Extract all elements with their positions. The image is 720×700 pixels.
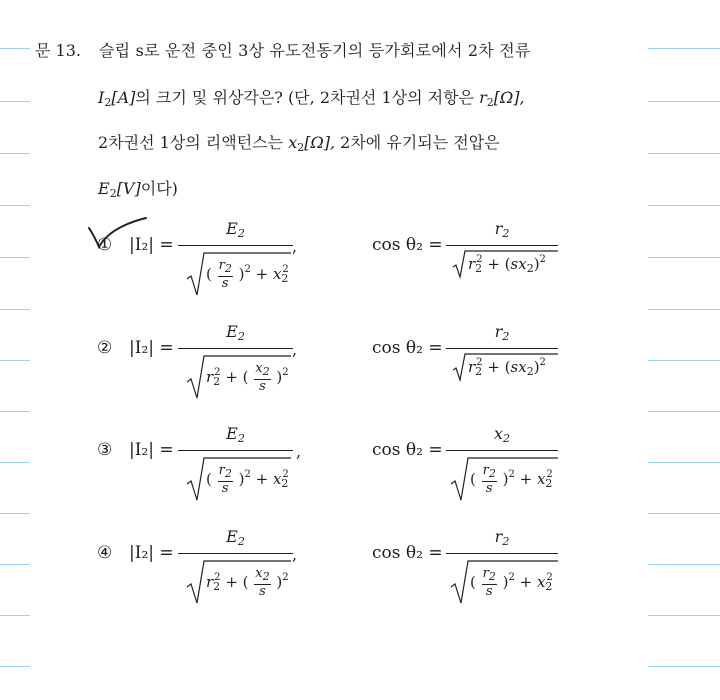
question-line-2: $I_2[A]$의 크기 및 위상각은? (단, 2차권선 1상의 저항은 $r_2[\Omega]$,	[98, 88, 525, 109]
question-line-1: 슬립 s로 운전 중인 3상 유도전동기의 등가회로에서 2차 전류	[99, 41, 531, 60]
current-formula: $E_2$ ( $\frac{r_2}{s}$ )$^2 + x_2^2$	[178, 215, 293, 305]
current-formula: $E_2$ ( $\frac{r_2}{s}$ )$^2 + x_2^2$	[178, 420, 293, 510]
current-formula: $E_2$ $r_2^2$ + ( $\frac{x_2}{s}$ )$^2$	[178, 318, 293, 408]
current-formula: $E_2$ $r_2^2$ + ( $\frac{x_2}{s}$ )$^2$	[178, 523, 293, 613]
question-line-3: 2차권선 1상의 리액턴스는 $x_2[\Omega]$, 2차에 유기되는 전압은	[98, 133, 500, 154]
current-magnitude-lhs: |I₂| =	[129, 440, 174, 460]
ruled-line	[648, 153, 720, 154]
cos-lhs: cos θ₂ =	[372, 543, 443, 563]
cos-formula: $x_2$ ( $\frac{r_2}{s}$ )$^2 + x_2^2$	[446, 420, 558, 510]
current-symbol: I	[98, 88, 105, 107]
cos-formula: $r_2$ $r_2^2 + (sx_2)^2$	[446, 215, 558, 285]
current-magnitude-lhs: |I₂| =	[129, 235, 174, 255]
ruled-line	[0, 101, 30, 102]
ruled-line	[648, 666, 720, 667]
choice-2[interactable]: ② |I₂| = $E_2$ $r_2^2$ + ( $\frac{x_2}{s}$ )$^2$ , cos θ₂ = $r_2$ $r_2^2 + (sx_2)^2$	[0, 318, 720, 413]
choice-1[interactable]: ① |I₂| = $E_2$ ( $\frac{r_2}{s}$ )$^2 + x_2^2$ , cos θ₂ = $r_2$ $r_2^2 + (sx_2)^2$	[0, 215, 720, 310]
choice-marker: ④	[97, 543, 113, 563]
cos-lhs: cos θ₂ =	[372, 440, 443, 460]
ruled-line	[0, 666, 30, 667]
question-line-4: $E_2[V]$이다)	[98, 179, 178, 200]
choice-4[interactable]: ④ |I₂| = $E_2$ $r_2^2$ + ( $\frac{x_2}{s}$ )$^2$ , cos θ₂ = $r_2$ ( $\frac{r_2}{s}$ )$^2 + x_2^2$	[0, 523, 720, 618]
ruled-line	[648, 205, 720, 206]
choice-marker: ②	[97, 338, 113, 358]
ruled-line	[0, 205, 30, 206]
ruled-line	[648, 101, 720, 102]
current-magnitude-lhs: |I₂| =	[129, 543, 174, 563]
cos-lhs: cos θ₂ =	[372, 235, 443, 255]
cos-lhs: cos θ₂ =	[372, 338, 443, 358]
choice-3[interactable]: ③ |I₂| = $E_2$ ( $\frac{r_2}{s}$ )$^2 + x_2^2$ , cos θ₂ = $x_2$ ( $\frac{r_2}{s}$ )$^2 + x_2^2$	[0, 420, 720, 515]
current-magnitude-lhs: |I₂| =	[129, 338, 174, 358]
ruled-line	[0, 48, 30, 49]
cos-formula: $r_2$ $r_2^2 + (sx_2)^2$	[446, 318, 558, 388]
cos-formula: $r_2$ ( $\frac{r_2}{s}$ )$^2 + x_2^2$	[446, 523, 558, 613]
question-number: 문 13.	[35, 41, 81, 60]
ruled-line	[648, 48, 720, 49]
choice-marker: ①	[97, 235, 113, 255]
choice-marker: ③	[97, 440, 113, 460]
ruled-line	[0, 153, 30, 154]
